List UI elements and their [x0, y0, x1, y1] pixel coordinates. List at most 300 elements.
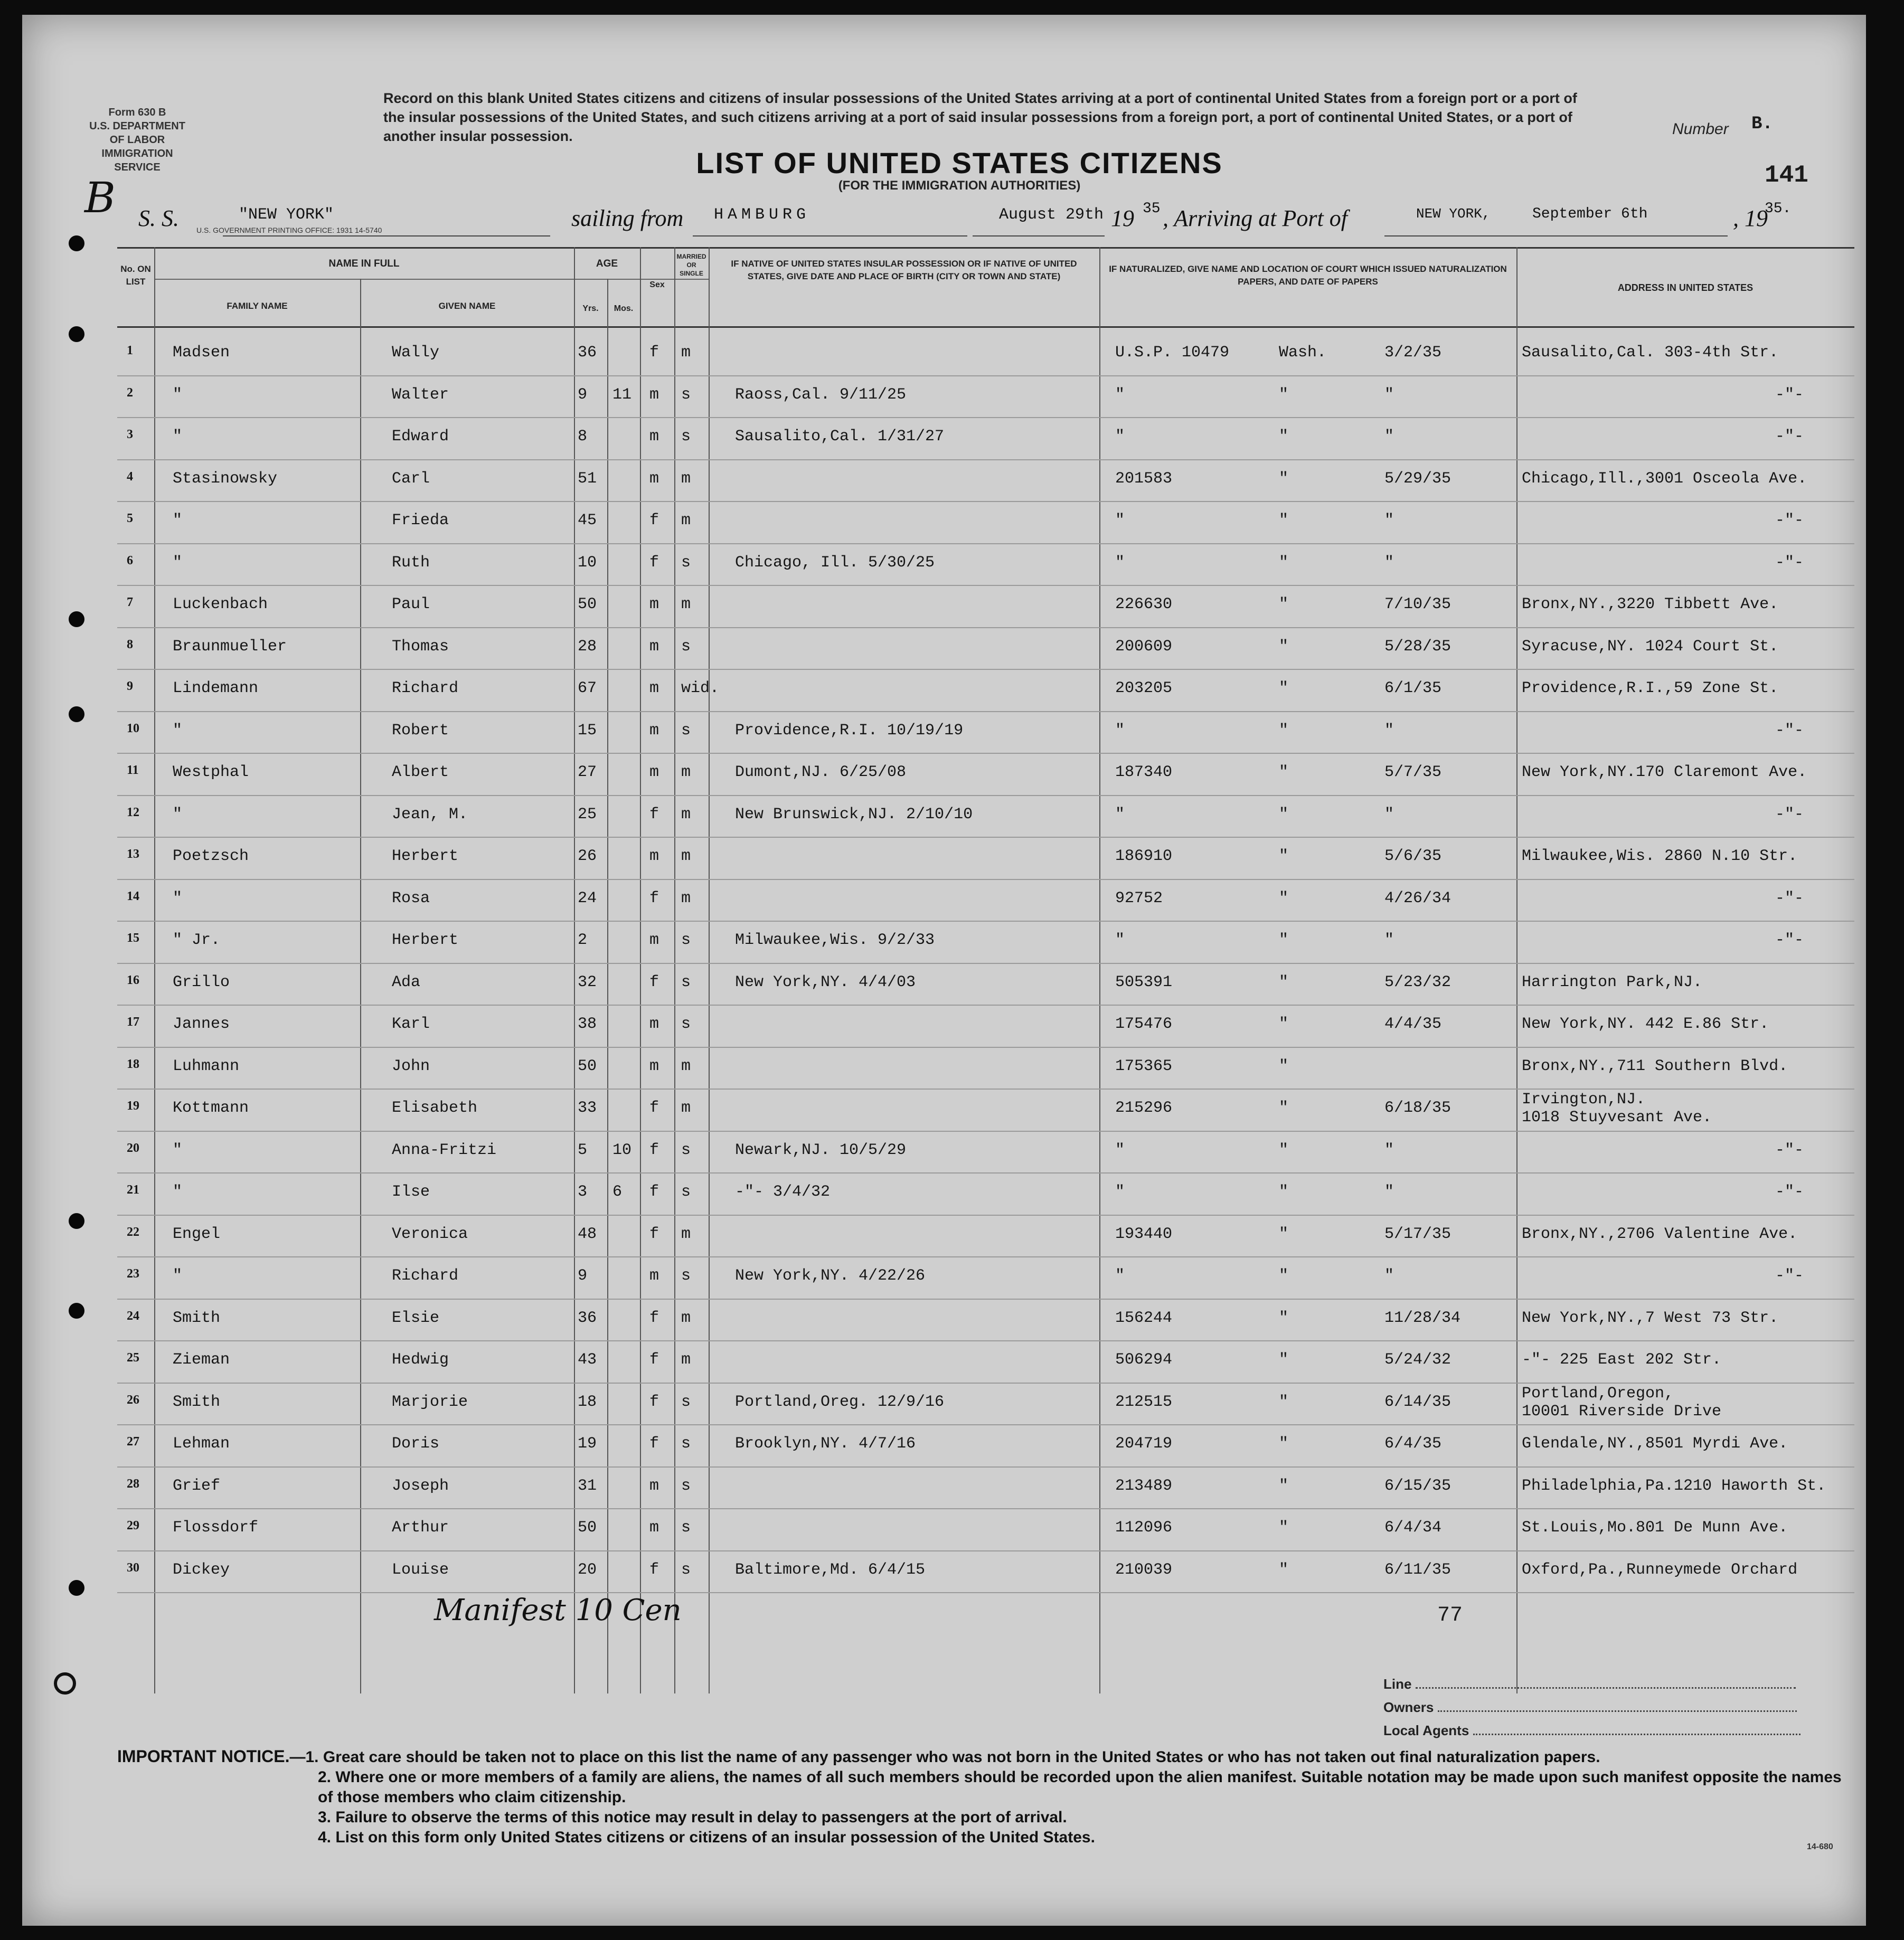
- cell-family: ": [173, 1267, 183, 1285]
- cell-ms: m: [681, 889, 691, 907]
- cell-mos: 10: [612, 1141, 632, 1159]
- col-address: ADDRESS IN UNITED STATES: [1617, 282, 1754, 293]
- cell-birth: Providence,R.I. 10/19/19: [735, 721, 964, 740]
- cell-given: Ruth: [392, 553, 430, 572]
- cell-mos: 11: [612, 385, 632, 404]
- cell-loc: ": [1279, 385, 1289, 404]
- cell-loc: ": [1279, 931, 1289, 949]
- cell-given: Doris: [392, 1435, 440, 1453]
- cell-sex: f: [649, 973, 659, 991]
- cell-birth: New York,NY. 4/22/26: [735, 1267, 926, 1285]
- cell-loc: ": [1279, 679, 1289, 697]
- cell-ms: m: [681, 1351, 691, 1369]
- cell-nat: ": [1115, 1183, 1125, 1201]
- cell-sex: f: [649, 553, 659, 572]
- notice-1: —1. Great care should be taken not to place on this list the name of any passenger who was not born in the United States or who has not taken out final naturalization papers.: [289, 1748, 1600, 1766]
- cell-loc: ": [1279, 1057, 1289, 1075]
- cell-ms: m: [681, 1057, 691, 1075]
- cell-yrs: 9: [578, 1267, 588, 1285]
- col-mos: Mos.: [614, 304, 634, 313]
- cell-addr: Syracuse,NY. 1024 Court St.: [1522, 637, 1779, 656]
- cell-ms: m: [681, 595, 691, 613]
- cell-sex: f: [649, 512, 659, 529]
- cell-loc: ": [1279, 1099, 1289, 1117]
- cell-given: Karl: [392, 1015, 430, 1033]
- cell-given: Herbert: [392, 847, 459, 865]
- cell-date: 6/18/35: [1384, 1099, 1451, 1117]
- cell-nat: ": [1115, 385, 1125, 404]
- cell-given: Richard: [392, 1267, 459, 1285]
- cell-date: 7/10/35: [1384, 595, 1451, 613]
- table-row: [117, 670, 1854, 712]
- cell-date: ": [1384, 1183, 1394, 1201]
- cell-family: Madsen: [173, 344, 230, 362]
- cell-family: Grief: [173, 1477, 221, 1495]
- cell-addr: Portland,Oregon, 10001 Riverside Drive: [1522, 1384, 1722, 1421]
- cell-no: 13: [127, 847, 139, 861]
- cell-yrs: 20: [578, 1560, 597, 1579]
- cell-birth: Dumont,NJ. 6/25/08: [735, 763, 907, 781]
- cell-date: 6/1/35: [1384, 679, 1442, 697]
- cell-given: Louise: [392, 1560, 449, 1579]
- cell-addr: -"-: [1775, 931, 1804, 949]
- cell-addr: -"-: [1775, 1183, 1804, 1201]
- cell-birth: Portland,Oreg. 12/9/16: [735, 1393, 945, 1411]
- cell-date: 5/6/35: [1384, 847, 1442, 865]
- cell-yrs: 15: [578, 721, 597, 740]
- cell-nat: 175476: [1115, 1015, 1173, 1033]
- cell-family: " Jr.: [173, 931, 221, 949]
- cell-yrs: 8: [578, 428, 588, 446]
- cell-sex: f: [649, 1393, 659, 1411]
- cell-nat: 200609: [1115, 637, 1173, 656]
- cell-yrs: 24: [578, 889, 597, 907]
- cell-nat: 203205: [1115, 679, 1173, 697]
- cell-family: Lehman: [173, 1435, 230, 1453]
- cell-loc: ": [1279, 1141, 1289, 1159]
- cell-nat: 204719: [1115, 1435, 1173, 1453]
- cell-date: 4/26/34: [1384, 889, 1451, 907]
- cell-nat: ": [1115, 721, 1125, 740]
- cell-nat: ": [1115, 512, 1125, 529]
- cell-ms: m: [681, 1309, 691, 1327]
- col-naturalized: IF NATURALIZED, GIVE NAME AND LOCATION OF COURT WHICH ISSUED NATURALIZATION PAPERS, AND DATE OF PAPERS: [1109, 264, 1507, 287]
- print-office-line: U.S. GOVERNMENT PRINTING OFFICE: 1931 14-5740: [196, 226, 382, 234]
- cell-no: 6: [127, 553, 133, 567]
- cell-given: Walter: [392, 385, 449, 404]
- cell-date: ": [1384, 721, 1394, 740]
- cell-given: Ada: [392, 973, 421, 991]
- cell-date: 6/4/34: [1384, 1519, 1442, 1537]
- cell-date: 5/17/35: [1384, 1225, 1451, 1243]
- cell-yrs: 43: [578, 1351, 597, 1369]
- cell-yrs: 28: [578, 637, 597, 656]
- cell-ms: s: [681, 1435, 691, 1453]
- cell-yrs: 3: [578, 1183, 588, 1201]
- cell-date: ": [1384, 385, 1394, 404]
- cell-date: 5/28/35: [1384, 637, 1451, 656]
- table-row: [117, 1468, 1854, 1510]
- cell-ms: wid.: [681, 679, 720, 697]
- cell-loc: ": [1279, 973, 1289, 991]
- cell-loc: Wash.: [1279, 344, 1327, 362]
- cell-no: 26: [127, 1393, 139, 1407]
- table-row: [117, 1090, 1854, 1132]
- year-2: 35.: [1765, 201, 1792, 217]
- cell-sex: m: [649, 931, 659, 949]
- cell-ms: s: [681, 1560, 691, 1579]
- count-mark: 77: [1437, 1604, 1463, 1627]
- cell-addr: Chicago,Ill.,3001 Osceola Ave.: [1522, 469, 1807, 488]
- cell-yrs: 9: [578, 385, 588, 404]
- cell-date: 3/2/35: [1384, 344, 1442, 362]
- sailing-label: sailing from: [571, 205, 684, 231]
- table-row: [117, 418, 1854, 460]
- cell-nat: 156244: [1115, 1309, 1173, 1327]
- cell-family: Braunmueller: [173, 637, 287, 656]
- cell-nat: 506294: [1115, 1351, 1173, 1369]
- cell-sex: m: [649, 469, 659, 488]
- cell-loc: ": [1279, 428, 1289, 446]
- cell-ms: m: [681, 512, 691, 529]
- cell-birth: Brooklyn,NY. 4/7/16: [735, 1435, 916, 1453]
- cell-ms: s: [681, 385, 691, 404]
- cell-no: 20: [127, 1141, 139, 1155]
- table-row: [117, 1174, 1854, 1216]
- col-given: GIVEN NAME: [438, 301, 496, 311]
- cell-addr: Philadelphia,Pa.1210 Haworth St.: [1522, 1477, 1826, 1495]
- cell-addr: Bronx,NY.,711 Southern Blvd.: [1522, 1057, 1788, 1075]
- cell-nat: 112096: [1115, 1519, 1173, 1537]
- cell-loc: ": [1279, 847, 1289, 865]
- cell-no: 16: [127, 973, 139, 987]
- cell-birth: Chicago, Ill. 5/30/25: [735, 553, 935, 572]
- cell-ms: m: [681, 344, 691, 362]
- cell-mos: 6: [612, 1183, 623, 1201]
- cell-given: Paul: [392, 595, 430, 613]
- cell-loc: ": [1279, 1309, 1289, 1327]
- cell-birth: Newark,NJ. 10/5/29: [735, 1141, 907, 1159]
- cell-given: Ilse: [392, 1183, 430, 1201]
- cell-date: 5/7/35: [1384, 763, 1442, 781]
- cell-family: Westphal: [173, 763, 249, 781]
- cell-ms: m: [681, 847, 691, 865]
- ss-label: S. S.: [138, 205, 179, 231]
- col-married: MARRIED OR SINGLE: [676, 253, 706, 277]
- cell-given: Frieda: [392, 512, 449, 529]
- owners-label: Owners: [1383, 1699, 1434, 1715]
- cell-no: 21: [127, 1183, 139, 1197]
- cell-sex: f: [649, 1099, 659, 1117]
- cell-nat: 213489: [1115, 1477, 1173, 1495]
- table-row: [117, 796, 1854, 838]
- cell-no: 23: [127, 1267, 139, 1281]
- cell-loc: ": [1279, 763, 1289, 781]
- cell-addr: -"-: [1775, 1141, 1804, 1159]
- manifest-table: [117, 247, 1854, 1693]
- cell-ms: m: [681, 1099, 691, 1117]
- cell-given: Carl: [392, 469, 430, 488]
- cell-ms: s: [681, 1267, 691, 1285]
- cell-nat: 226630: [1115, 595, 1173, 613]
- year-prefix-1: 19: [1111, 205, 1134, 231]
- cell-no: 17: [127, 1015, 139, 1029]
- cell-sex: f: [649, 1435, 659, 1453]
- cell-no: 27: [127, 1435, 139, 1449]
- cell-no: 15: [127, 931, 139, 945]
- cell-yrs: 36: [578, 1309, 597, 1327]
- cell-addr: Providence,R.I.,59 Zone St.: [1522, 679, 1779, 697]
- cell-date: 6/15/35: [1384, 1477, 1451, 1495]
- cell-birth: Milwaukee,Wis. 9/2/33: [735, 931, 935, 949]
- cell-given: Elsie: [392, 1309, 440, 1327]
- cell-family: ": [173, 721, 183, 740]
- cell-yrs: 32: [578, 973, 597, 991]
- cell-no: 4: [127, 469, 133, 484]
- cell-yrs: 27: [578, 763, 597, 781]
- cell-loc: ": [1279, 469, 1289, 488]
- cell-ms: m: [681, 805, 691, 824]
- table-row: [117, 1300, 1854, 1342]
- cell-loc: ": [1279, 512, 1289, 529]
- cell-given: Veronica: [392, 1225, 468, 1243]
- cell-family: Stasinowsky: [173, 469, 278, 488]
- cell-given: Robert: [392, 721, 449, 740]
- from-port: HAMBURG: [714, 206, 810, 224]
- table-row: [117, 334, 1854, 376]
- cell-addr: -"-: [1775, 889, 1804, 907]
- cell-no: 30: [127, 1560, 139, 1575]
- ship-name: "NEW YORK": [239, 206, 334, 224]
- cell-sex: m: [649, 763, 659, 781]
- cell-yrs: 25: [578, 805, 597, 824]
- cell-addr: New York,NY. 442 E.86 Str.: [1522, 1015, 1769, 1033]
- cell-family: Lindemann: [173, 679, 259, 697]
- cell-family: ": [173, 805, 183, 824]
- cell-given: Hedwig: [392, 1351, 449, 1369]
- line-label: Line: [1383, 1676, 1412, 1692]
- cell-family: ": [173, 889, 183, 907]
- page-title: LIST OF UNITED STATES CITIZENS: [696, 146, 1223, 179]
- cell-no: 2: [127, 385, 133, 400]
- cell-yrs: 67: [578, 679, 597, 697]
- cell-addr: -"-: [1775, 385, 1804, 404]
- cell-given: Jean, M.: [392, 805, 468, 824]
- handwritten-note: Manifest 10 Cen: [434, 1593, 682, 1627]
- cell-no: 9: [127, 679, 133, 693]
- cell-no: 25: [127, 1351, 139, 1365]
- cell-no: 5: [127, 512, 133, 525]
- cell-date: ": [1384, 805, 1394, 824]
- cell-addr: -"-: [1775, 553, 1804, 572]
- cell-given: Thomas: [392, 637, 449, 656]
- cell-date: 5/23/32: [1384, 973, 1451, 991]
- cell-family: ": [173, 1141, 183, 1159]
- col-no: No. ON LIST: [120, 264, 151, 287]
- number-label: Number: [1672, 120, 1729, 138]
- cell-sex: m: [649, 1477, 659, 1495]
- cell-ms: m: [681, 469, 691, 488]
- cell-yrs: 51: [578, 469, 597, 488]
- notice-3: 3. Failure to observe the terms of this notice may result in delay to passengers at the port of arrival.: [318, 1809, 1067, 1826]
- cell-yrs: 48: [578, 1225, 597, 1243]
- cell-sex: f: [649, 1141, 659, 1159]
- cell-loc: ": [1279, 1477, 1289, 1495]
- cell-sex: m: [649, 1267, 659, 1285]
- cell-birth: Baltimore,Md. 6/4/15: [735, 1560, 926, 1579]
- cell-yrs: 18: [578, 1393, 597, 1411]
- cell-yrs: 45: [578, 512, 597, 529]
- table-row: [117, 1341, 1854, 1384]
- cell-ms: s: [681, 553, 691, 572]
- cell-loc: ": [1279, 1267, 1289, 1285]
- cell-family: Zieman: [173, 1351, 230, 1369]
- cell-yrs: 5: [578, 1141, 588, 1159]
- cell-sex: m: [649, 385, 659, 404]
- table-row: [117, 754, 1854, 796]
- cell-nat: ": [1115, 1141, 1125, 1159]
- col-sex: Sex: [649, 280, 665, 289]
- cell-given: Joseph: [392, 1477, 449, 1495]
- table-row: [117, 544, 1854, 586]
- cell-ms: s: [681, 1183, 691, 1201]
- cell-yrs: 33: [578, 1099, 597, 1117]
- cell-family: Poetzsch: [173, 847, 249, 865]
- cell-no: 29: [127, 1519, 139, 1532]
- cell-date: 6/4/35: [1384, 1435, 1442, 1453]
- table-row: [117, 460, 1854, 503]
- cell-given: Richard: [392, 679, 459, 697]
- cell-family: Luckenbach: [173, 595, 268, 613]
- cell-sex: f: [649, 1351, 659, 1369]
- page-number: 141: [1765, 162, 1808, 189]
- cell-no: 19: [127, 1099, 139, 1113]
- cell-nat: U.S.P. 10479: [1115, 344, 1230, 362]
- cell-sex: f: [649, 889, 659, 907]
- cell-addr: -"-: [1775, 805, 1804, 824]
- cell-yrs: 31: [578, 1477, 597, 1495]
- cell-sex: m: [649, 1015, 659, 1033]
- cell-no: 7: [127, 595, 133, 609]
- cell-addr: New York,NY.170 Claremont Ave.: [1522, 763, 1807, 781]
- cell-loc: ": [1279, 1183, 1289, 1201]
- cell-nat: 186910: [1115, 847, 1173, 865]
- cell-sex: m: [649, 847, 659, 865]
- notice-label: IMPORTANT NOTICE.: [117, 1747, 290, 1766]
- cell-addr: Glendale,NY.,8501 Myrdi Ave.: [1522, 1435, 1788, 1453]
- cell-nat: 201583: [1115, 469, 1173, 488]
- cell-family: Jannes: [173, 1015, 230, 1033]
- cell-addr: -"-: [1775, 721, 1804, 740]
- cell-addr: Bronx,NY.,3220 Tibbett Ave.: [1522, 595, 1779, 613]
- cell-loc: ": [1279, 1225, 1289, 1243]
- cell-loc: ": [1279, 1560, 1289, 1579]
- cell-yrs: 36: [578, 344, 597, 362]
- cell-nat: 215296: [1115, 1099, 1173, 1117]
- cell-family: Smith: [173, 1309, 221, 1327]
- cell-family: Luhmann: [173, 1057, 240, 1075]
- arriving-label: , Arriving at Port of: [1163, 205, 1347, 231]
- cell-ms: s: [681, 1477, 691, 1495]
- table-row: [117, 838, 1854, 880]
- year-prefix-2: , 19: [1733, 205, 1768, 231]
- cell-date: ": [1384, 1141, 1394, 1159]
- arrive-date: September 6th: [1532, 206, 1648, 222]
- cell-nat: 210039: [1115, 1560, 1173, 1579]
- cell-no: 14: [127, 889, 139, 903]
- cell-nat: ": [1115, 931, 1125, 949]
- cell-loc: ": [1279, 1519, 1289, 1537]
- cell-sex: f: [649, 1225, 659, 1243]
- cell-yrs: 50: [578, 1519, 597, 1537]
- cell-date: ": [1384, 512, 1394, 529]
- cell-nat: 187340: [1115, 763, 1173, 781]
- cell-yrs: 38: [578, 1015, 597, 1033]
- important-notice: [117, 1746, 1860, 1848]
- notice-4: 4. List on this form only United States citizens or citizens of an insular possession of the United States.: [318, 1829, 1095, 1846]
- cell-given: Albert: [392, 763, 449, 781]
- cell-yrs: 50: [578, 595, 597, 613]
- cell-family: ": [173, 428, 183, 446]
- table-row: [117, 628, 1854, 670]
- table-row: [117, 880, 1854, 922]
- cell-no: 10: [127, 721, 139, 735]
- cell-family: ": [173, 553, 183, 572]
- cell-ms: m: [681, 1225, 691, 1243]
- table-row: [117, 964, 1854, 1006]
- cell-sex: f: [649, 805, 659, 824]
- cell-given: Anna-Fritzi: [392, 1141, 497, 1159]
- cell-sex: m: [649, 428, 659, 446]
- cell-nat: 175365: [1115, 1057, 1173, 1075]
- table-row: [117, 502, 1854, 544]
- bottom-code: 14-680: [1807, 1842, 1833, 1851]
- cell-date: 11/28/34: [1384, 1309, 1461, 1327]
- cell-sex: m: [649, 679, 659, 697]
- cell-given: Elisabeth: [392, 1099, 478, 1117]
- cell-nat: ": [1115, 1267, 1125, 1285]
- table-row: [117, 1006, 1854, 1048]
- cell-addr: Harrington Park,NJ.: [1522, 973, 1703, 991]
- table-row: [117, 376, 1854, 419]
- col-yrs: Yrs.: [582, 304, 599, 313]
- year-1: 35: [1143, 201, 1161, 217]
- cell-addr: St.Louis,Mo.801 De Munn Ave.: [1522, 1519, 1788, 1537]
- table-row: [117, 1425, 1854, 1468]
- cell-no: 12: [127, 805, 139, 819]
- form-identifier: Form 630 B U.S. DEPARTMENT OF LABOR IMMIGRATION SERVICE: [89, 107, 185, 173]
- cell-sex: m: [649, 637, 659, 656]
- line-labels: [1383, 1672, 1801, 1742]
- cell-date: ": [1384, 428, 1394, 446]
- cell-birth: New Brunswick,NJ. 2/10/10: [735, 805, 973, 824]
- cell-no: 11: [127, 763, 139, 777]
- number-value: B.: [1751, 114, 1773, 134]
- table-row: [117, 1048, 1854, 1090]
- table-row: [117, 1257, 1854, 1300]
- agents-label: Local Agents: [1383, 1723, 1469, 1738]
- cell-sex: m: [649, 1057, 659, 1075]
- cell-addr: Sausalito,Cal. 303-4th Str.: [1522, 344, 1779, 362]
- table-row: [117, 922, 1854, 964]
- to-port: NEW YORK,: [1416, 206, 1491, 222]
- cell-loc: ": [1279, 595, 1289, 613]
- cell-given: John: [392, 1057, 430, 1075]
- table-row: [117, 1551, 1854, 1594]
- cell-addr: Irvington,NJ. 1018 Stuyvesant Ave.: [1522, 1091, 1712, 1127]
- cell-addr: Milwaukee,Wis. 2860 N.10 Str.: [1522, 847, 1798, 865]
- cell-date: ": [1384, 553, 1394, 572]
